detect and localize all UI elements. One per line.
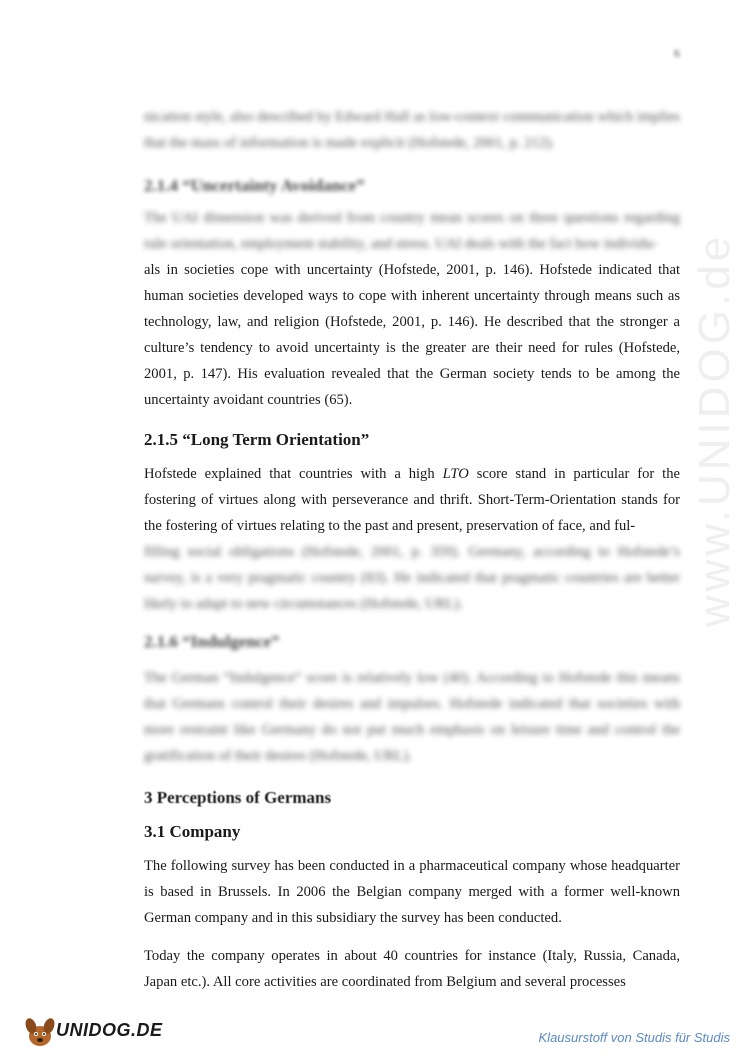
paragraph-text: The following survey has been conducted in a pharmaceutical company whose headquarter is based in Brussels. In 2006 the Belgian company merged with a former well-known German company and in this subsidiary the survey has been conducted. [144, 858, 680, 926]
footer-tagline: Klausurstoff von Studis für Studis [538, 1030, 730, 1045]
paragraph-text: als in societies cope with uncertainty (Hofstede, 2001, p. 146). Hofstede indicated that human societies developed ways to cope with inherent uncertainty through means such as technology, law, and religion (Hofstede, 2001, p. 146). He described that the stronger a culture’s tendency to avoid uncertainty is the greater are their need for rules (Hofstede, 2001, p. 147). His evaluation revealed that the German society tends to be among the uncertainty avoidant countries (65). [144, 262, 680, 408]
section-heading: 3 Perceptions of Germans [144, 788, 332, 807]
page-number: 6 [674, 46, 680, 60]
paragraph-company-2 [144, 943, 680, 995]
heading-2-1-5 [144, 428, 680, 452]
paragraph-uai-blurred [144, 205, 680, 257]
text-run: Hofstede explained that countries with a high [144, 466, 443, 482]
watermark: www.UNIDOG.de [690, 232, 739, 628]
paragraph-text: filling social obligations (Hofstede, 2001, p. 359). Germany, according to Hofstede’s survey, is a very pragmatic country (83). He indicated that pragmatic countries are better likely to adapt to new circumstances (Hofstede, URL). [144, 544, 680, 612]
paragraph-text: Today the company operates in about 40 countries for instance (Italy, Russia, Canada, Japan etc.). All core activities are coordinated from Belgium and several processes [144, 948, 680, 990]
heading-3-1 [144, 820, 680, 844]
dog-icon [22, 1014, 58, 1050]
paragraph-blurred-top [144, 104, 680, 156]
paragraph-text: The UAI dimension was derived from country mean scores on three questions regarding rule orientation, employment stability, and stress. UAI deals with the fact how individu- [144, 210, 680, 252]
unidog-logo[interactable] [22, 1012, 162, 1052]
section-heading: 2.1.4 “Uncertainty Avoidance” [144, 176, 365, 195]
paragraph-uai [144, 257, 680, 413]
paragraph-text: nication style, also described by Edward Hall as low-context communication which implies that the mass of information is made explicit (Hofstede, 2001, p. 212). [144, 109, 680, 151]
heading-3 [144, 786, 680, 810]
paragraph-indulgence-blurred [144, 665, 680, 769]
heading-2-1-4 [144, 174, 680, 198]
heading-2-1-6 [144, 630, 680, 654]
logo-text: UNIDOG.DE [56, 1020, 163, 1040]
paragraph-company-1 [144, 853, 680, 931]
text-run-italic: LTO [442, 466, 469, 482]
paragraph-lto [144, 461, 680, 539]
paragraph-lto-blurred [144, 539, 680, 617]
section-heading: 2.1.5 “Long Term Orientation” [144, 430, 370, 449]
paragraph-text: The German “Indulgence” score is relatively low (40). According to Hofstede this means that Germans control their desires and impulses. Hofstede indicated that societies with more restraint like Germany do not put much emphasis on leisure time and control the gratification of their desires (Hofstede, URL). [144, 670, 680, 764]
section-heading: 3.1 Company [144, 822, 241, 841]
paragraph-text [144, 461, 680, 539]
section-heading: 2.1.6 “Indulgence” [144, 632, 280, 651]
text-run: score stand in particular for the fostering of virtues along with perseverance and thrift. Short-Term-Orientation stands for the fostering of virtues relating to the past and present, preservation of face, and ful- [144, 466, 680, 534]
